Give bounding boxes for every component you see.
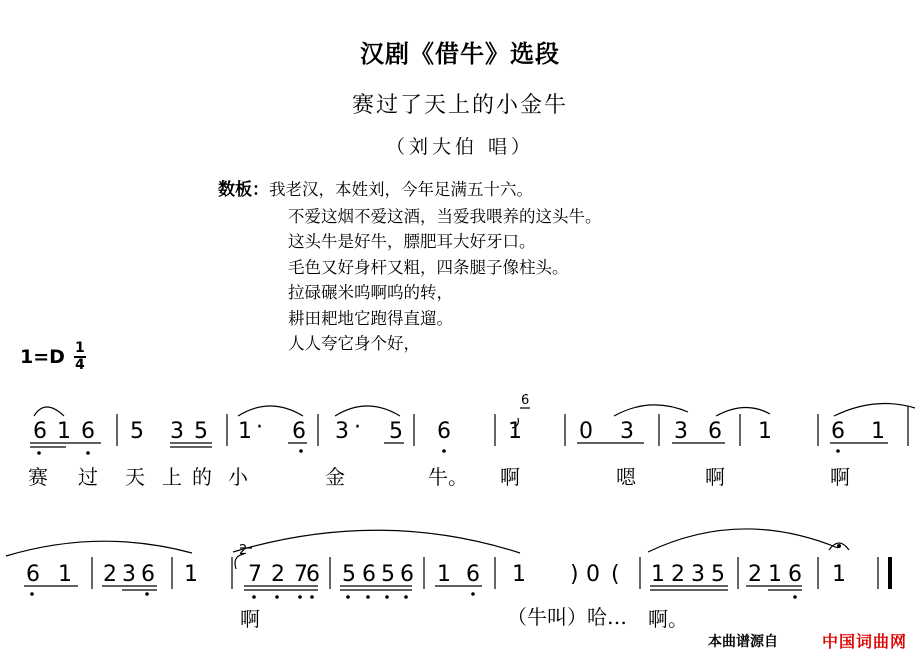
note: 5 — [194, 419, 208, 444]
lyric: 啊 — [705, 465, 725, 489]
song-subtitle: 赛过了天上的小金牛 — [351, 93, 568, 118]
low-octave-dot — [385, 595, 389, 599]
low-octave-dot — [298, 595, 302, 599]
slur — [335, 406, 400, 416]
note: 7 — [248, 562, 262, 587]
site-watermark[interactable]: 中国词曲网 — [822, 632, 908, 651]
note: 6 — [466, 562, 480, 587]
note: 5 — [381, 562, 395, 587]
slur — [6, 541, 192, 556]
note: 2 — [103, 562, 117, 587]
note: 6 — [33, 419, 47, 444]
bracket: ) — [570, 562, 579, 587]
lyric: 啊 — [830, 465, 850, 489]
lyrics-line-2 — [240, 605, 688, 631]
slur — [834, 404, 915, 417]
dot-extension: · — [256, 415, 263, 440]
slur — [34, 407, 64, 416]
grace-note: 2 — [239, 543, 248, 558]
lyric: 赛 — [28, 465, 48, 489]
time-signature-denominator: 4 — [75, 357, 85, 373]
low-octave-dot — [836, 449, 840, 453]
note: 0 — [579, 419, 593, 444]
note: 3 — [122, 562, 136, 587]
lyric: 嗯 — [616, 465, 636, 489]
narration-line-2: 不爱这烟不爱这酒，当爱我喂养的这头牛。 — [288, 206, 602, 226]
time-signature-numerator: 1 — [75, 340, 85, 356]
note: 6 — [437, 419, 451, 444]
slur — [238, 406, 303, 416]
note: 3 — [620, 419, 634, 444]
note: 7 — [294, 562, 308, 587]
slur — [614, 405, 688, 416]
note: 3 — [691, 562, 705, 587]
low-octave-dot — [30, 592, 34, 596]
note: 2 — [671, 562, 685, 587]
slur — [716, 407, 770, 416]
note: 1 — [871, 419, 885, 444]
note: 1 — [832, 562, 846, 587]
note: 6 — [831, 419, 845, 444]
note: 6 — [81, 419, 95, 444]
lyric: 过 — [78, 465, 98, 489]
low-octave-dot — [310, 595, 314, 599]
slur — [233, 530, 520, 553]
slur — [648, 529, 838, 552]
note: 3 — [170, 419, 184, 444]
note: 6 — [141, 562, 155, 587]
fermata-dot — [837, 544, 841, 548]
low-octave-dot — [275, 595, 279, 599]
note: 1 — [768, 562, 782, 587]
narration-line-4: 毛色又好身杆又粗，四条腿子像柱头。 — [288, 257, 569, 277]
low-octave-dot — [404, 595, 408, 599]
narration-text: 我老汉，本姓刘，今年足满五十六。 — [269, 180, 533, 199]
lyric: 啊。 — [648, 607, 688, 631]
lyric: 上 — [162, 465, 182, 489]
note: 5 — [342, 562, 356, 587]
lyric: 的 — [192, 465, 212, 489]
notes-line-1 — [33, 393, 885, 444]
note: 1 — [512, 562, 526, 587]
note: 6 — [306, 562, 320, 587]
low-octave-dot — [299, 449, 303, 453]
dot-extension: · — [354, 415, 361, 440]
note: 6 — [26, 562, 40, 587]
lyric: （牛叫）哈… — [507, 605, 627, 629]
narration-label: 数板： — [218, 180, 269, 200]
note: 3 — [674, 419, 688, 444]
notes-line-2 — [26, 543, 846, 587]
low-octave-dot — [252, 595, 256, 599]
note: 6 — [292, 419, 306, 444]
low-octave-dot — [37, 451, 41, 455]
low-octave-dot — [346, 595, 350, 599]
note: 6 — [400, 562, 414, 587]
note: 5 — [389, 419, 403, 444]
bracket: ( — [611, 562, 620, 587]
note: 5 — [711, 562, 725, 587]
note: 1 — [57, 419, 71, 444]
low-octave-dot — [442, 449, 446, 453]
low-octave-dot — [145, 592, 149, 596]
low-octave-dot — [86, 451, 90, 455]
lyric: 啊 — [500, 465, 520, 489]
note: 6 — [708, 419, 722, 444]
note: 1 — [437, 562, 451, 587]
note: 1 — [651, 562, 665, 587]
note: 6 — [788, 562, 802, 587]
lyric: 牛。 — [428, 465, 468, 489]
note: 1 — [508, 419, 522, 444]
page-title: 汉剧《借牛》选段 — [360, 40, 560, 68]
note: 2 — [748, 562, 762, 587]
note: 5 — [130, 419, 144, 444]
lyrics-line-1 — [28, 465, 850, 489]
note: 1 — [758, 419, 772, 444]
note: 6 — [362, 562, 376, 587]
note: 1 — [58, 562, 72, 587]
note: 1 — [184, 562, 198, 587]
narration-line-6: 耕田耙地它跑得直遛。 — [288, 308, 453, 328]
narration-line-7: 人人夸它身个好， — [288, 334, 420, 353]
source-label: 本曲谱源自 — [708, 634, 778, 650]
narration-line-3: 这头牛是好牛，膘肥耳大好牙口。 — [288, 232, 536, 251]
singer-credit: （刘大伯 唱） — [385, 136, 535, 158]
low-octave-dot — [366, 595, 370, 599]
low-octave-dot — [471, 592, 475, 596]
lyric: 小 — [228, 465, 248, 489]
grace-note: 6 — [521, 393, 530, 408]
narration-line-5: 拉碌碾米呜啊呜的转， — [288, 283, 453, 302]
lyric: 天 — [125, 465, 145, 489]
low-octave-dot — [793, 595, 797, 599]
key-signature: 1=D — [20, 346, 65, 368]
note: 2 — [271, 562, 285, 587]
note: 1 — [238, 419, 252, 444]
rest: 0 — [586, 562, 600, 587]
note: 3 — [335, 419, 349, 444]
lyric: 啊 — [240, 607, 260, 631]
lyric: 金 — [325, 465, 345, 489]
